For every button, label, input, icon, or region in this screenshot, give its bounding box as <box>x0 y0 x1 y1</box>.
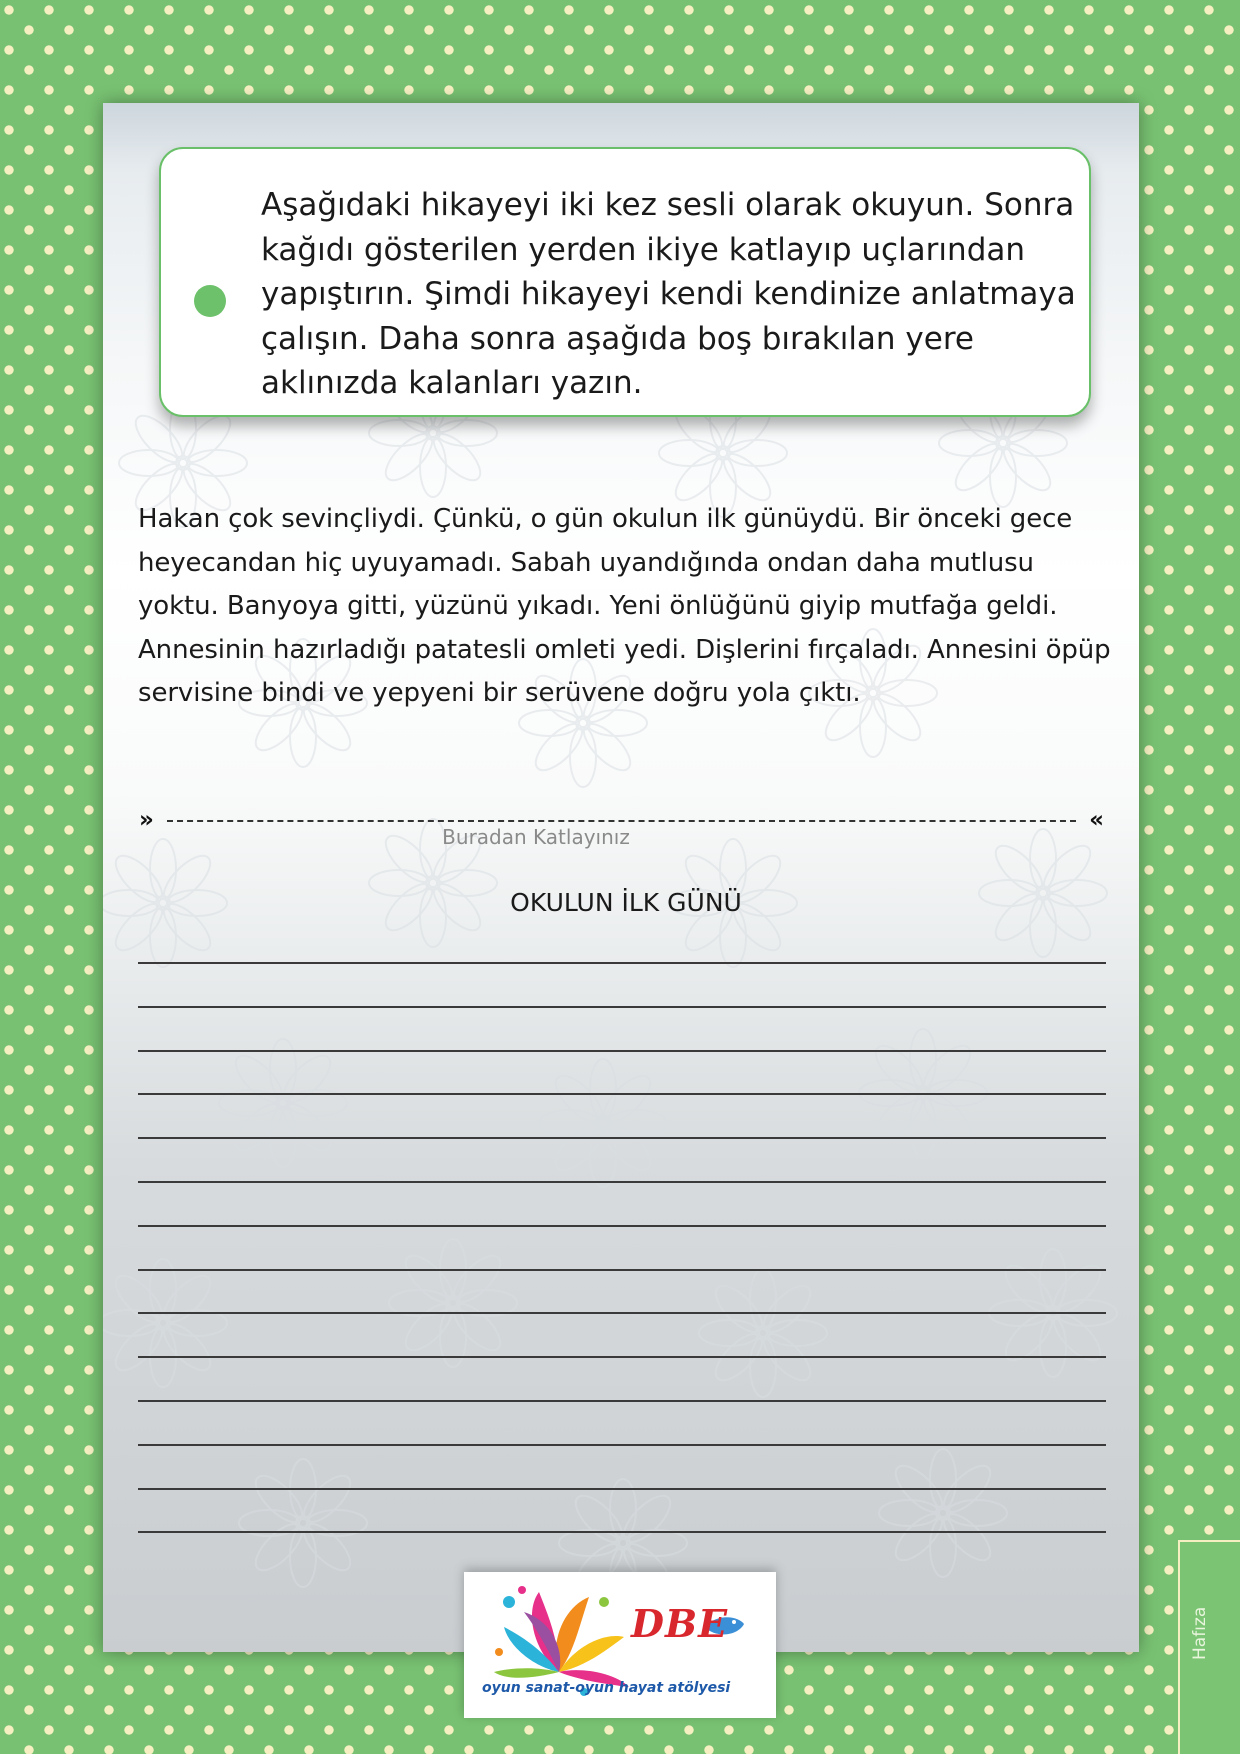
writing-line[interactable] <box>138 1400 1106 1402</box>
writing-line[interactable] <box>138 1444 1106 1446</box>
instruction-box <box>159 147 1091 417</box>
writing-line[interactable] <box>138 1006 1106 1008</box>
logo-brand: DBE <box>631 1601 729 1646</box>
writing-line[interactable] <box>138 1269 1106 1271</box>
writing-line[interactable] <box>138 1225 1106 1227</box>
writing-line[interactable] <box>138 1093 1106 1095</box>
writing-line[interactable] <box>138 1531 1106 1533</box>
worksheet-paper <box>103 103 1139 1652</box>
bullet-dot <box>194 285 226 317</box>
writing-line[interactable] <box>138 1137 1106 1139</box>
writing-line[interactable] <box>138 962 1106 964</box>
side-tab-label: Hafıza <box>1190 1606 1210 1660</box>
dashed-fold-rule <box>167 820 1076 822</box>
writing-line[interactable] <box>138 1312 1106 1314</box>
writing-title: OKULUN İLK GÜNÜ <box>510 888 742 917</box>
dbe-logo <box>464 1572 776 1718</box>
logo-tagline: oyun sanat-oyun hayat atölyesi <box>482 1680 731 1696</box>
flower-splash-logo-icon <box>464 1572 776 1718</box>
writing-line[interactable] <box>138 1050 1106 1052</box>
writing-line[interactable] <box>138 1356 1106 1358</box>
fold-label: Buradan Katlayınız <box>442 825 630 849</box>
writing-line[interactable] <box>138 1181 1106 1183</box>
fold-arrow-right-icon: « <box>1089 807 1096 833</box>
writing-lines[interactable] <box>138 962 1106 1575</box>
story-text: Hakan çok sevinçliydi. Çünkü, o gün okulun ilk günüydü. Bir önceki gece heyecandan hiç uyuyamadı. Sabah uyandığında ondan daha mutlusu yoktu. Banyoya gitti, yüzünü yıkadı. Yeni önlüğünü giyip mutfağa geldi. Annesinin hazırladığı patatesli omleti yedi. Dişlerini fırçaladı. Annesini öpüp servisine bindi ve yepyeni bir serüvene doğru yola çıktı. <box>138 504 1111 708</box>
writing-line[interactable] <box>138 1488 1106 1490</box>
fold-arrow-left-icon: » <box>139 807 146 833</box>
instruction-text: Aşağıdaki hikayeyi iki kez sesli olarak okuyun. Sonra kağıdı gösterilen yerden ikiye katlayıp uçlarından yapıştırın. Şimdi hikayeyi kendi kendinize anlatmaya çalışın. Daha sonra aşağıda boş bırakılan yere aklınızda kalanları yazın. <box>261 187 1076 401</box>
